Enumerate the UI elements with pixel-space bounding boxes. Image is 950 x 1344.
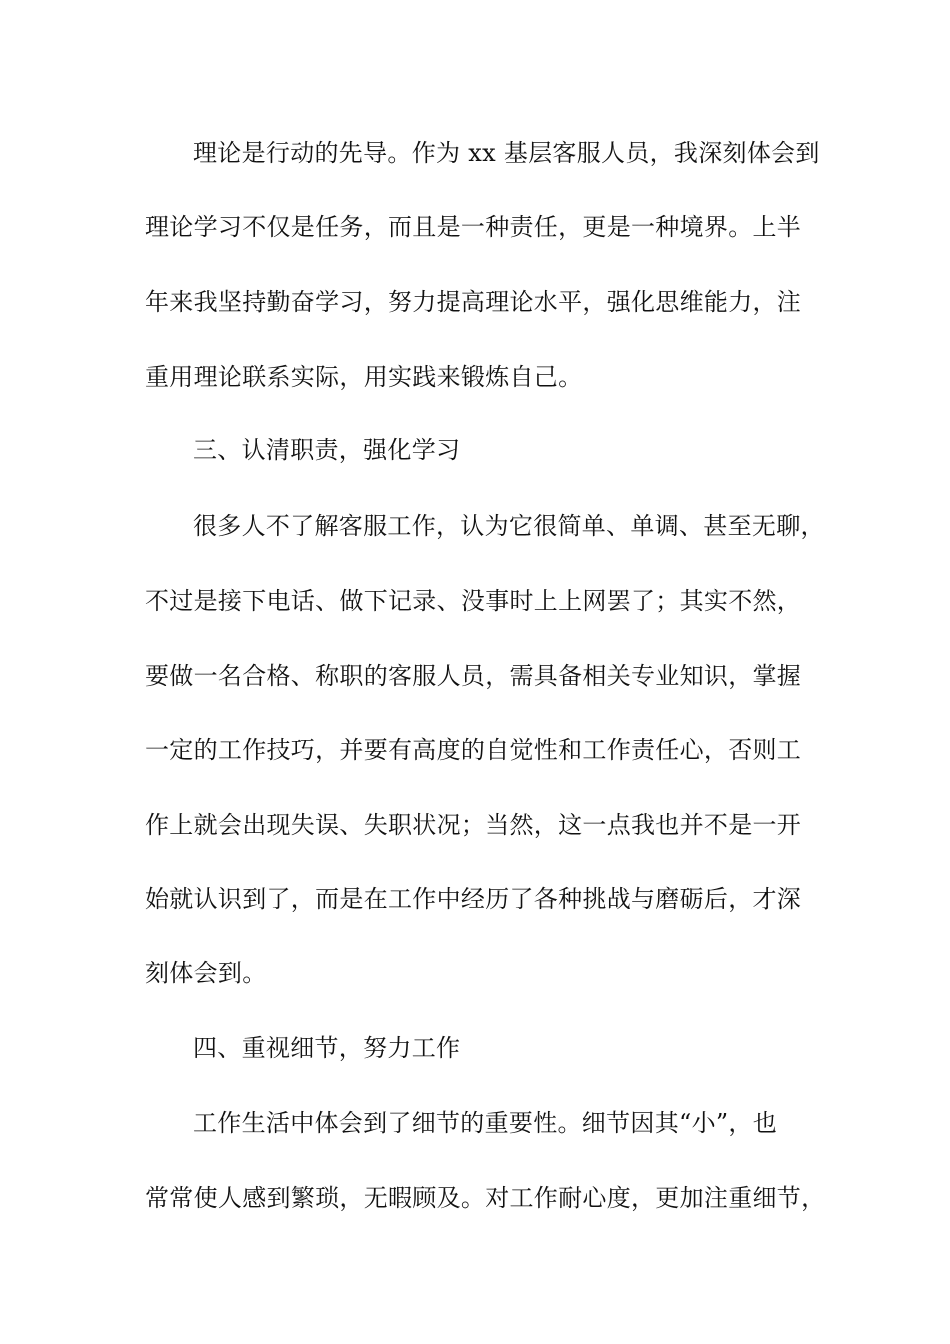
paragraph-line: 作上就会出现失误、失职状况；当然，这一点我也并不是一开 — [145, 811, 802, 839]
paragraph-line: 年来我坚持勤奋学习，努力提高理论水平，强化思维能力，注 — [145, 288, 802, 316]
paragraph-line: 很多人不了解客服工作，认为它很简单、单调、甚至无聊， — [193, 512, 825, 540]
paragraph-line: 重用理论联系实际，用实践来锻炼自己。 — [145, 363, 583, 391]
paragraph-line: 工作生活中体会到了细节的重要性。细节因其“小”，也 — [193, 1109, 778, 1137]
paragraph-line: 要做一名合格、称职的客服人员，需具备相关专业知识，掌握 — [145, 662, 802, 690]
paragraph-line: 一定的工作技巧，并要有高度的自觉性和工作责任心，否则工 — [145, 736, 802, 764]
section-heading: 四、重视细节，努力工作 — [193, 1034, 461, 1062]
paragraph-line: 始就认识到了，而是在工作中经历了各种挑战与磨砺后，才深 — [145, 885, 802, 913]
section-heading: 三、认清职责，强化学习 — [193, 436, 461, 464]
paragraph-line: 理论学习不仅是任务，而且是一种责任，更是一种境界。上半 — [145, 213, 802, 241]
paragraph-line: 不过是接下电话、做下记录、没事时上上网罢了；其实不然， — [145, 587, 802, 615]
paragraph-line: 常常使人感到繁琐，无暇顾及。对工作耐心度，更加注重细节， — [145, 1184, 826, 1212]
paragraph-line: 刻体会到。 — [145, 959, 267, 987]
paragraph-line: 理论是行动的先导。作为 xx 基层客服人员，我深刻体会到 — [193, 139, 820, 167]
